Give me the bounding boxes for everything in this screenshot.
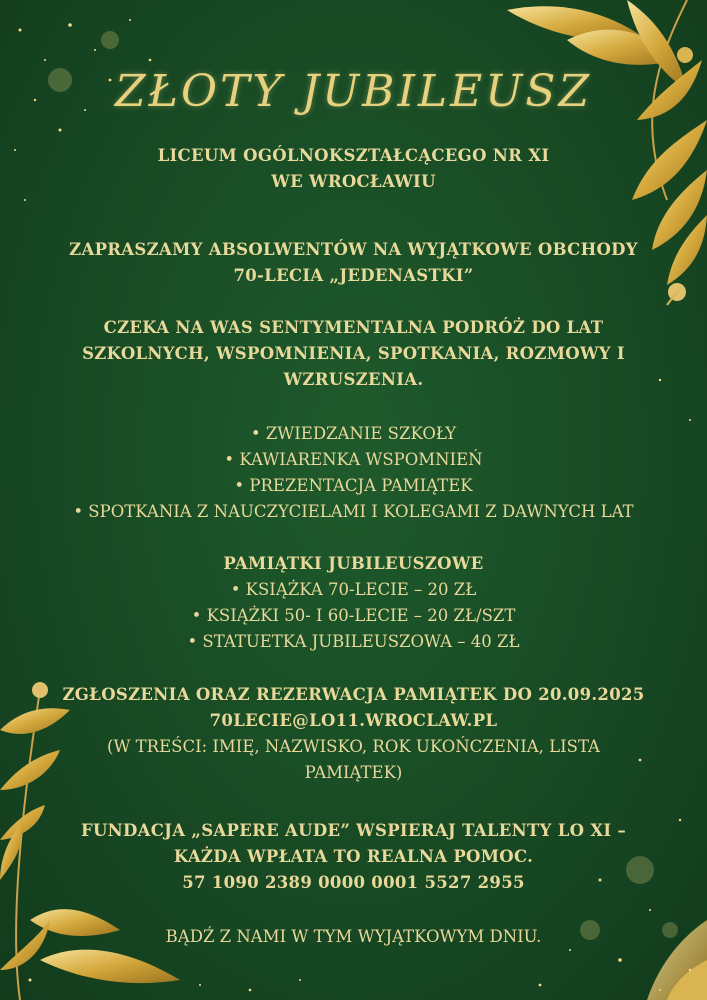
foundation-line: KAŻDA WPŁATA TO REALNA POMOC. (173, 847, 534, 866)
closing-line: BĄDŹ Z NAMI W TYM WYJĄTKOWYM DNIU. (165, 927, 542, 946)
invitation-text (20, 237, 687, 289)
souvenirs-heading: PAMIĄTKI JUBILEUSZOWE (223, 554, 484, 573)
journey-line: CZEKA NA WAS SENTYMENTALNA PODRÓŻ DO LAT (103, 318, 604, 337)
foundation-section (20, 818, 687, 896)
program-list (20, 421, 687, 525)
list-item: • KSIĄŻKI 50- I 60-LECIE – 20 ZŁ/SZT (191, 606, 516, 625)
invite-line: 70-LECIA „JEDENASTKI” (233, 266, 474, 285)
souvenirs-section (20, 551, 687, 655)
closing-text (20, 924, 687, 950)
school-line: WE WROCŁAWIU (271, 172, 436, 191)
list-item: • STATUETKA JUBILEUSZOWA – 40 ZŁ (187, 632, 520, 651)
journey-text (20, 315, 687, 393)
list-item: • PREZENTACJA PAMIĄTEK (234, 476, 473, 495)
foundation-line: FUNDACJA „SAPERE AUDE” WSPIERAJ TALENTY LO XI – (80, 821, 627, 840)
bank-account-number: 57 1090 2389 0000 0001 5527 2955 (182, 873, 525, 892)
list-item: • KAWIARENKA WSPOMNIEŃ (224, 450, 483, 469)
invite-line: ZAPRASZAMY ABSOLWENTÓW NA WYJĄTKOWE OBCHODY (69, 240, 638, 259)
registration-note: (W TREŚCI: IMIĘ, NAZWISKO, ROK UKOŃCZENIA, LISTA (107, 737, 600, 756)
registration-section (20, 682, 687, 786)
journey-line: WZRUSZENIA. (283, 370, 424, 389)
list-item: • ZWIEDZANIE SZKOŁY (250, 424, 457, 443)
school-name (20, 143, 687, 195)
registration-email[interactable]: 70LECIE@LO11.WROCLAW.PL (209, 711, 498, 730)
page-title: ZŁOTY JUBILEUSZ (114, 66, 593, 117)
journey-line: SZKOLNYCH, WSPOMNIENIA, SPOTKANIA, ROZMOWY I (82, 344, 625, 363)
list-item: • KSIĄŻKA 70-LECIE – 20 ZŁ (230, 580, 477, 599)
school-line: LICEUM OGÓLNOKSZTAŁCĄCEGO NR XI (157, 146, 550, 165)
list-item: • SPOTKANIA Z NAUCZYCIELAMI I KOLEGAMI Z DAWNYCH LAT (73, 502, 634, 521)
registration-deadline: ZGŁOSZENIA ORAZ REZERWACJA PAMIĄTEK DO 20.09.2025 (62, 685, 645, 704)
registration-note: PAMIĄTEK) (304, 763, 403, 782)
